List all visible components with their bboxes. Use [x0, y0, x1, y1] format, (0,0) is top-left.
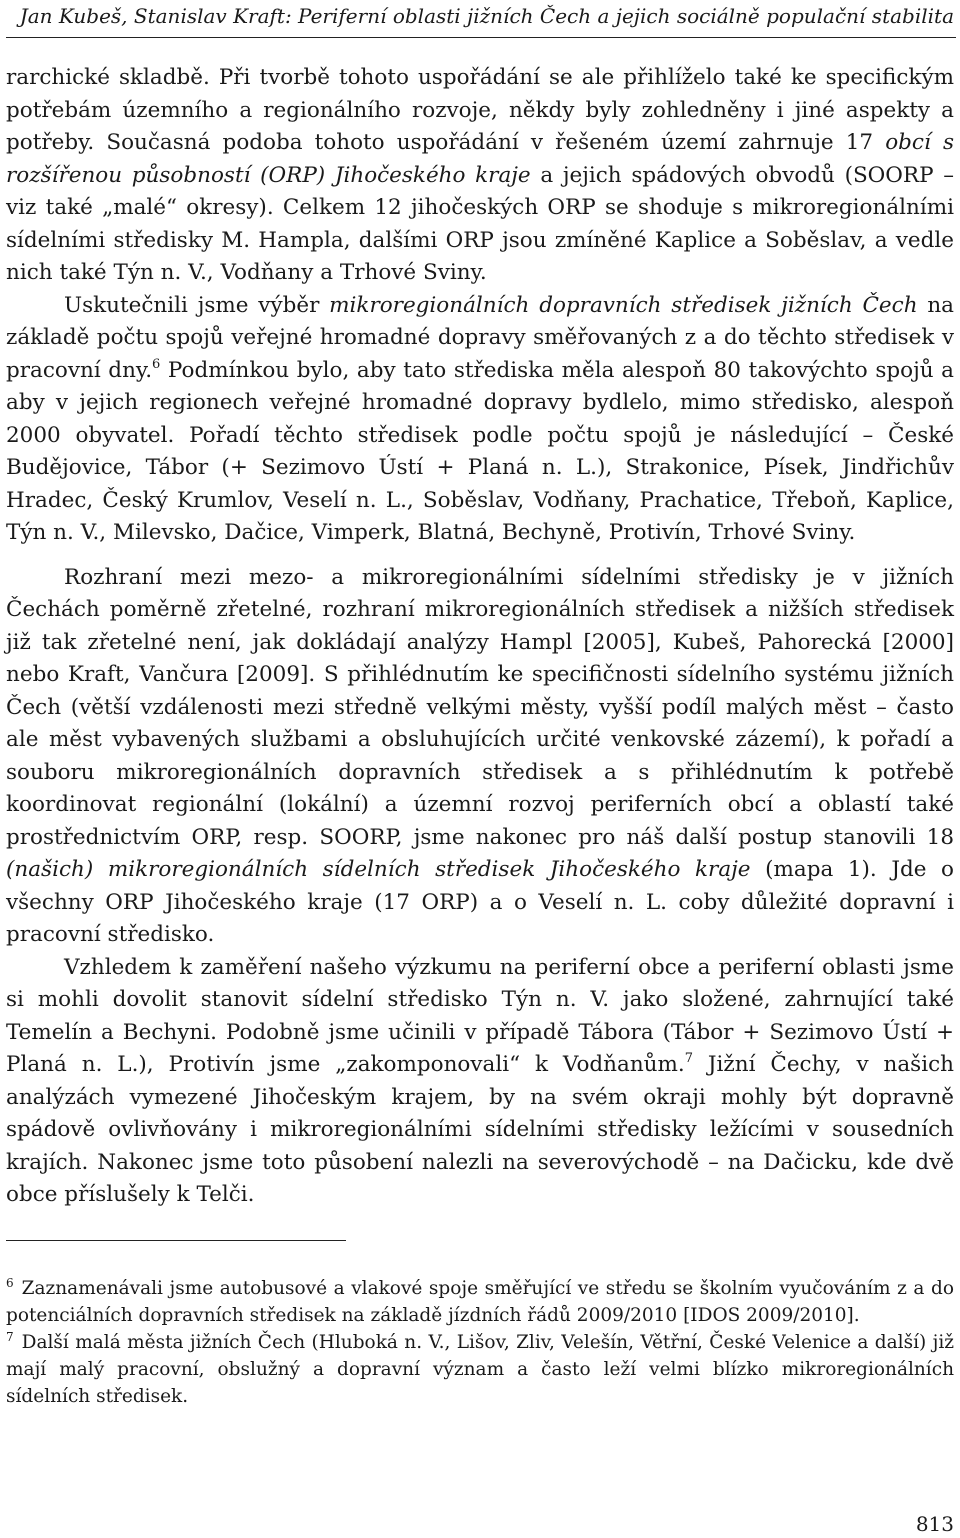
- paragraph-2-text-b: na základě počtu spojů veřejné hromadné dopravy směřovaných z a do těchto středisek v pracovní dny.: [6, 292, 955, 383]
- paragraph-1: [6, 62, 954, 290]
- footnote-6-text: Zaznamenávali jsme autobusové a vlakové spoje směřující ve středu se školním vyučováním z a do potenciálních dopravních středisek na základě jízdních řádů 2009/2010 [IDOS 2009/2010].: [6, 1278, 954, 1326]
- paragraph-3-text-a: Rozhraní mezi mezo- a mikroregionálními sídelními středisky je v jižních Čechách poměrně zřetelné, rozhraní mikroregionálních středisek a nižších středisek již tak zřetelné není, jak dokládají analýzy Hampl [2005], Kubeš, Pahorecká [2000] nebo Kraft, Vančura [2009]. S přihlédnutím ke specifičnosti sídelního systému jižních Čech (větší vzdálenosti mezi středně velkými městy, vyšší podíl malých měst – často ale měst vybavených službami a obsluhujících určité venkovské zázemí), k pořadí a souboru mikroregionálních dopravních středisek a s přihlédnutím k potřebě koordinovat regionální (lokální) a územní rozvoj periferních obcí a oblastí také prostřednictvím ORP, resp. SOORP, jsme nakonec pro náš další postup stanovili 18: [6, 564, 954, 850]
- paragraph-4-text-b: Jižní Čechy, v našich analýzách vymezené Jihočeským krajem, by na svém okraji mohly být dopravně spádově ovlivňovány i mikroregionálními sídelními středisky ležícími v sousedních krajích. Nakonec jsme toto působení nalezli na severovýchodě – na Dačicku, kde dvě obce příslušely k Telči.: [6, 1052, 954, 1207]
- footnote-6-number: 6: [6, 1275, 14, 1290]
- paragraph-3-text-b: (mapa 1). Jde o všechny ORP Jihočeského kraje (17 ORP) a o Veselí n. L. coby důležité dopravní i pracovní středisko.: [6, 857, 954, 947]
- paragraph-4: [6, 952, 954, 1212]
- header-rule: [6, 37, 956, 38]
- paragraph-1-text-b: a jejich spádových obvodů (SOORP – viz také „malé“ okresy). Celkem 12 jihočeských ORP se shoduje s mikroregionálními sídelními středisky M. Hampla, dalšími ORP jsou zmíněné Kaplice a Soběslav, a vedle nich také Týn n. V., Vodňany a Trhové Sviny.: [6, 162, 955, 285]
- paragraph-3: [6, 562, 954, 952]
- footnote-6: [6, 1275, 954, 1329]
- footnote-7-number: 7: [6, 1329, 14, 1344]
- footnote-7: [6, 1329, 954, 1410]
- page-number: 813: [915, 1512, 954, 1536]
- paragraph-2: [6, 290, 954, 550]
- footnotes: [6, 1275, 954, 1410]
- footnote-ref-6[interactable]: 6: [152, 356, 161, 372]
- paragraph-2-text-c: Podmínkou bylo, aby tato střediska měla alespoň 80 takovýchto spojů a aby v jejich regionech veřejné hromadné dopravy bydlelo, mimo středisko, alespoň 2000 obyvatel. Pořadí těchto středisek podle počtu spojů je následující – České Budějovice, Tábor (+ Sezimovo Ústí + Planá n. L.), Strakonice, Písek, Jindřichův Hradec, Český Krumlov, Veselí n. L., Soběslav, Vodňany, Prachatice, Třeboň, Kaplice, Týn n. V., Milevsko, Dačice, Vimperk, Blatná, Bechyně, Protivín, Trhové Sviny.: [6, 357, 954, 545]
- paragraph-1-text-a: rarchické skladbě. Při tvorbě tohoto uspořádání se ale přihlíželo také ke specifickým potřebám územního a regionálního rozvoje, někdy byly zohledněny i jiné aspekty a potřeby. Současná podoba tohoto uspořádání v řešeném území zahrnuje 17: [6, 65, 954, 155]
- paragraph-3-italic: (našich) mikroregionálních sídelních středisek Jihočeského kraje: [6, 857, 751, 882]
- paragraph-1-italic: obcí s rozšířenou působností (ORP) Jihočeského kraje: [6, 130, 954, 188]
- footnote-rule: [6, 1240, 346, 1241]
- footnote-ref-7[interactable]: 7: [684, 1050, 694, 1066]
- running-head: Jan Kubeš, Stanislav Kraft: Periferní oblasti jižních Čech a jejich sociálně populační stabilita: [19, 4, 954, 28]
- paragraph-4-text-a: Vzhledem k zaměření našeho výzkumu na periferní obce a periferní oblasti jsme si mohli dovolit stanovit sídelní středisko Týn n. V. jako složené, zahrnující také Temelín a Bechyni. Podobně jsme učinili v případě Tábora (Tábor + Sezimovo Ústí + Planá n. L.), Protivín jsme „zakomponovali“ k Vodňanům.: [6, 954, 954, 1077]
- body-text: [6, 62, 954, 1212]
- paragraph-2-italic: mikroregionálních dopravních středisek jižních Čech: [329, 292, 918, 318]
- footnote-7-text: Další malá města jižních Čech (Hluboká n. V., Lišov, Zliv, Velešín, Větřní, České Velenice a další) již mají malý pracovní, obslužný a dopravní význam a často leží velmi blízko mikroregionálních sídelních středisek.: [6, 1332, 954, 1407]
- paragraph-2-text-a: Uskutečnili jsme výběr: [64, 292, 330, 318]
